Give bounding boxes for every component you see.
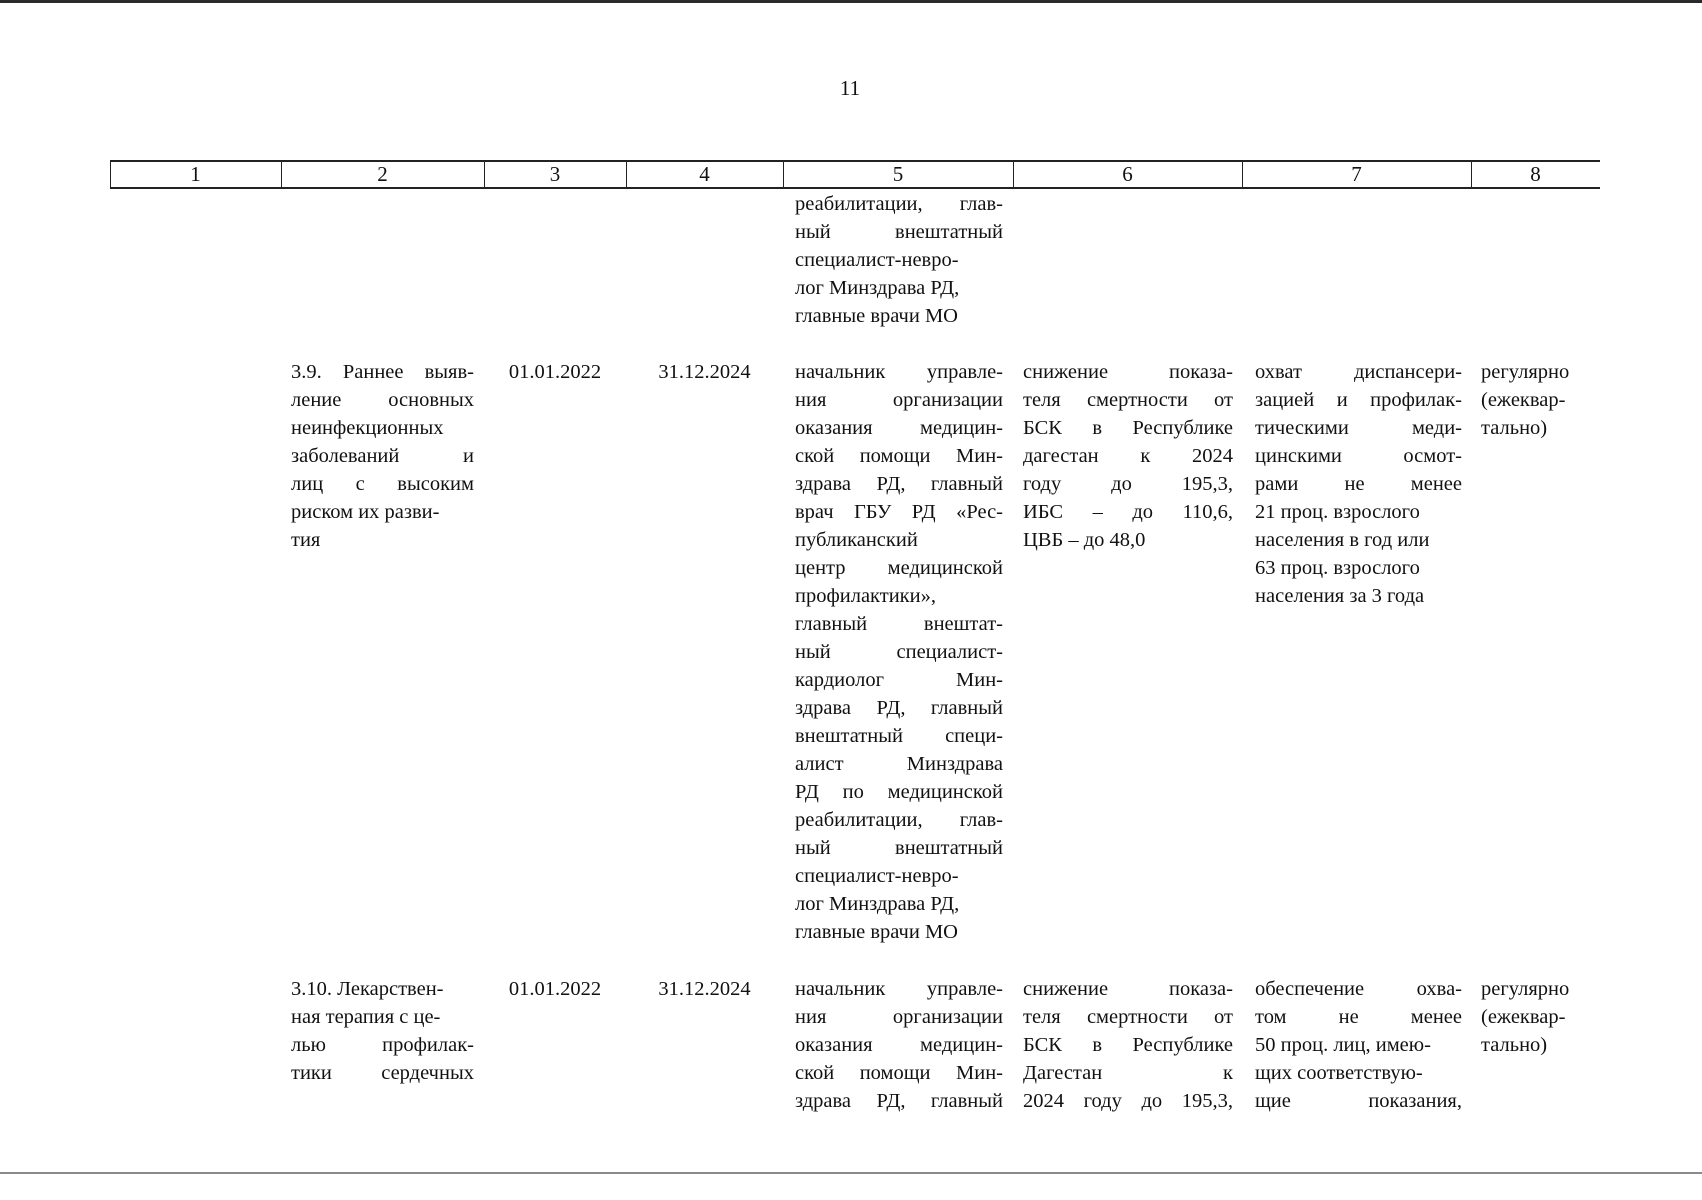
text-line: цинскими осмот- (1255, 445, 1462, 467)
text-line: здрава РД, главный (795, 697, 1003, 719)
scan-top-edge (0, 0, 1702, 3)
end-date: 31.12.2024 (658, 361, 751, 383)
end-date-cell (626, 975, 783, 1003)
text-line: внештатный специ- (795, 725, 1003, 747)
text-line: здрава РД, главный (795, 1090, 1003, 1112)
text-line: главные врачи МО (795, 921, 958, 943)
indicator-cell (1255, 975, 1462, 1115)
text-line: лог Минздрава РД, (795, 893, 960, 915)
text-line: том не менее (1255, 1006, 1462, 1028)
text-line: (ежеквар- (1481, 389, 1566, 411)
text-line: ный специалист- (795, 641, 1003, 663)
text-line: охват диспансери- (1255, 361, 1462, 383)
text-line: щих соответствую- (1255, 1062, 1423, 1084)
column-number-5: 5 (892, 162, 904, 186)
text-line: специалист-невро- (795, 249, 959, 271)
indicator-cell (1255, 358, 1462, 610)
start-date-cell (484, 975, 626, 1003)
text-line: реабилитации, глав- (795, 809, 1003, 831)
text-line: ской помощи Мин- (795, 1062, 1003, 1084)
text-line: БСК в Республике (1023, 417, 1233, 439)
text-line: начальник управле- (795, 978, 1003, 1000)
text-line: ная терапия с це- (291, 1006, 441, 1028)
text-line: центр медицинской (795, 557, 1003, 579)
frequency-cell (1481, 975, 1596, 1059)
text-line: ЦВБ – до 48,0 (1023, 529, 1146, 551)
text-line: ской помощи Мин- (795, 445, 1003, 467)
column-number-1: 1 (190, 162, 201, 186)
text-line: ление основных (291, 389, 474, 411)
text-line: тическими меди- (1255, 417, 1462, 439)
frequency-cell (1481, 358, 1596, 442)
text-line: оказания медицин- (795, 1034, 1003, 1056)
text-line: тально) (1481, 417, 1548, 439)
start-date: 01.01.2022 (508, 978, 602, 1000)
header-bottom-rule (110, 187, 1600, 189)
text-line: заболеваний и (291, 445, 474, 467)
expected-result-cell (1023, 358, 1233, 554)
text-line: риском их разви- (291, 501, 440, 523)
text-line: алист Минздрава (795, 753, 1003, 775)
end-date-cell (626, 358, 783, 386)
expected-result-cell (1023, 975, 1233, 1115)
text-line: тия (291, 529, 321, 551)
text-line: лиц с высоким (291, 473, 474, 495)
text-line: начальник управле- (795, 361, 1003, 383)
text-line: рами не менее (1255, 473, 1462, 495)
activity-cell (291, 358, 474, 554)
text-line: теля смертности от (1023, 1006, 1233, 1028)
text-line: главные врачи МО (795, 305, 958, 327)
text-line: публиканский (795, 529, 918, 551)
end-date: 31.12.2024 (658, 978, 751, 1000)
text-line: теля смертности от (1023, 389, 1233, 411)
text-line: Дагестан к (1023, 1062, 1233, 1084)
column-number-7: 7 (1351, 162, 1362, 186)
text-line: 21 проц. взрослого (1255, 501, 1420, 523)
text-line: кардиолог Мин- (795, 669, 1003, 691)
text-line: здрава РД, главный (795, 473, 1003, 495)
text-line: специалист-невро- (795, 865, 959, 887)
text-line: ния организации (795, 389, 1003, 411)
text-line: врач ГБУ РД «Рес- (795, 501, 1003, 523)
text-line: РД по медицинской (795, 781, 1003, 803)
activity-cell (291, 975, 474, 1087)
page-number: 11 (839, 76, 861, 100)
text-line: снижение показа- (1023, 361, 1233, 383)
text-line: неинфекционных (291, 417, 444, 439)
continuation-responsible-cell (795, 190, 1003, 330)
text-line: 3.10. Лекарствен- (291, 978, 444, 1000)
text-line: профилактики», (795, 585, 936, 607)
text-line: главный внештат- (795, 613, 1003, 635)
text-line: регулярно (1481, 361, 1570, 383)
text-line: ИБС – до 110,6, (1023, 501, 1233, 523)
scan-bottom-edge (0, 1172, 1702, 1174)
text-line: тики сердечных (291, 1062, 474, 1084)
column-number-3: 3 (549, 162, 561, 186)
text-line: году до 195,3, (1023, 473, 1233, 495)
start-date: 01.01.2022 (508, 361, 602, 383)
text-line: ный внештатный (795, 221, 1003, 243)
text-line: зацией и профилак- (1255, 389, 1462, 411)
responsible-cell (795, 975, 1003, 1115)
text-line: лью профилак- (291, 1034, 474, 1056)
column-number-8: 8 (1530, 162, 1541, 186)
text-line: реабилитации, глав- (795, 193, 1003, 215)
column-number-6: 6 (1122, 162, 1133, 186)
text-line: оказания медицин- (795, 417, 1003, 439)
text-line: щие показания, (1255, 1090, 1462, 1112)
text-line: населения за 3 года (1255, 585, 1425, 607)
text-line: населения в год или (1255, 529, 1430, 551)
text-line: снижение показа- (1023, 978, 1233, 1000)
text-line: дагестан к 2024 (1023, 445, 1233, 467)
text-line: лог Минздрава РД, (795, 277, 960, 299)
text-line: ный внештатный (795, 837, 1003, 859)
text-line: ния организации (795, 1006, 1003, 1028)
text-line: (ежеквар- (1481, 1006, 1566, 1028)
column-number-4: 4 (699, 162, 710, 186)
responsible-cell (795, 358, 1003, 946)
text-line: 50 проц. лиц, имею- (1255, 1034, 1431, 1056)
text-line: обеспечение охва- (1255, 978, 1462, 1000)
text-line: БСК в Республике (1023, 1034, 1233, 1056)
column-number-2: 2 (377, 162, 388, 186)
text-line: 63 проц. взрослого (1255, 557, 1420, 579)
text-line: регулярно (1481, 978, 1570, 1000)
text-line: 3.9. Раннее выяв- (291, 361, 474, 383)
text-line: 2024 году до 195,3, (1023, 1090, 1233, 1112)
start-date-cell (484, 358, 626, 386)
text-line: тально) (1481, 1034, 1548, 1056)
